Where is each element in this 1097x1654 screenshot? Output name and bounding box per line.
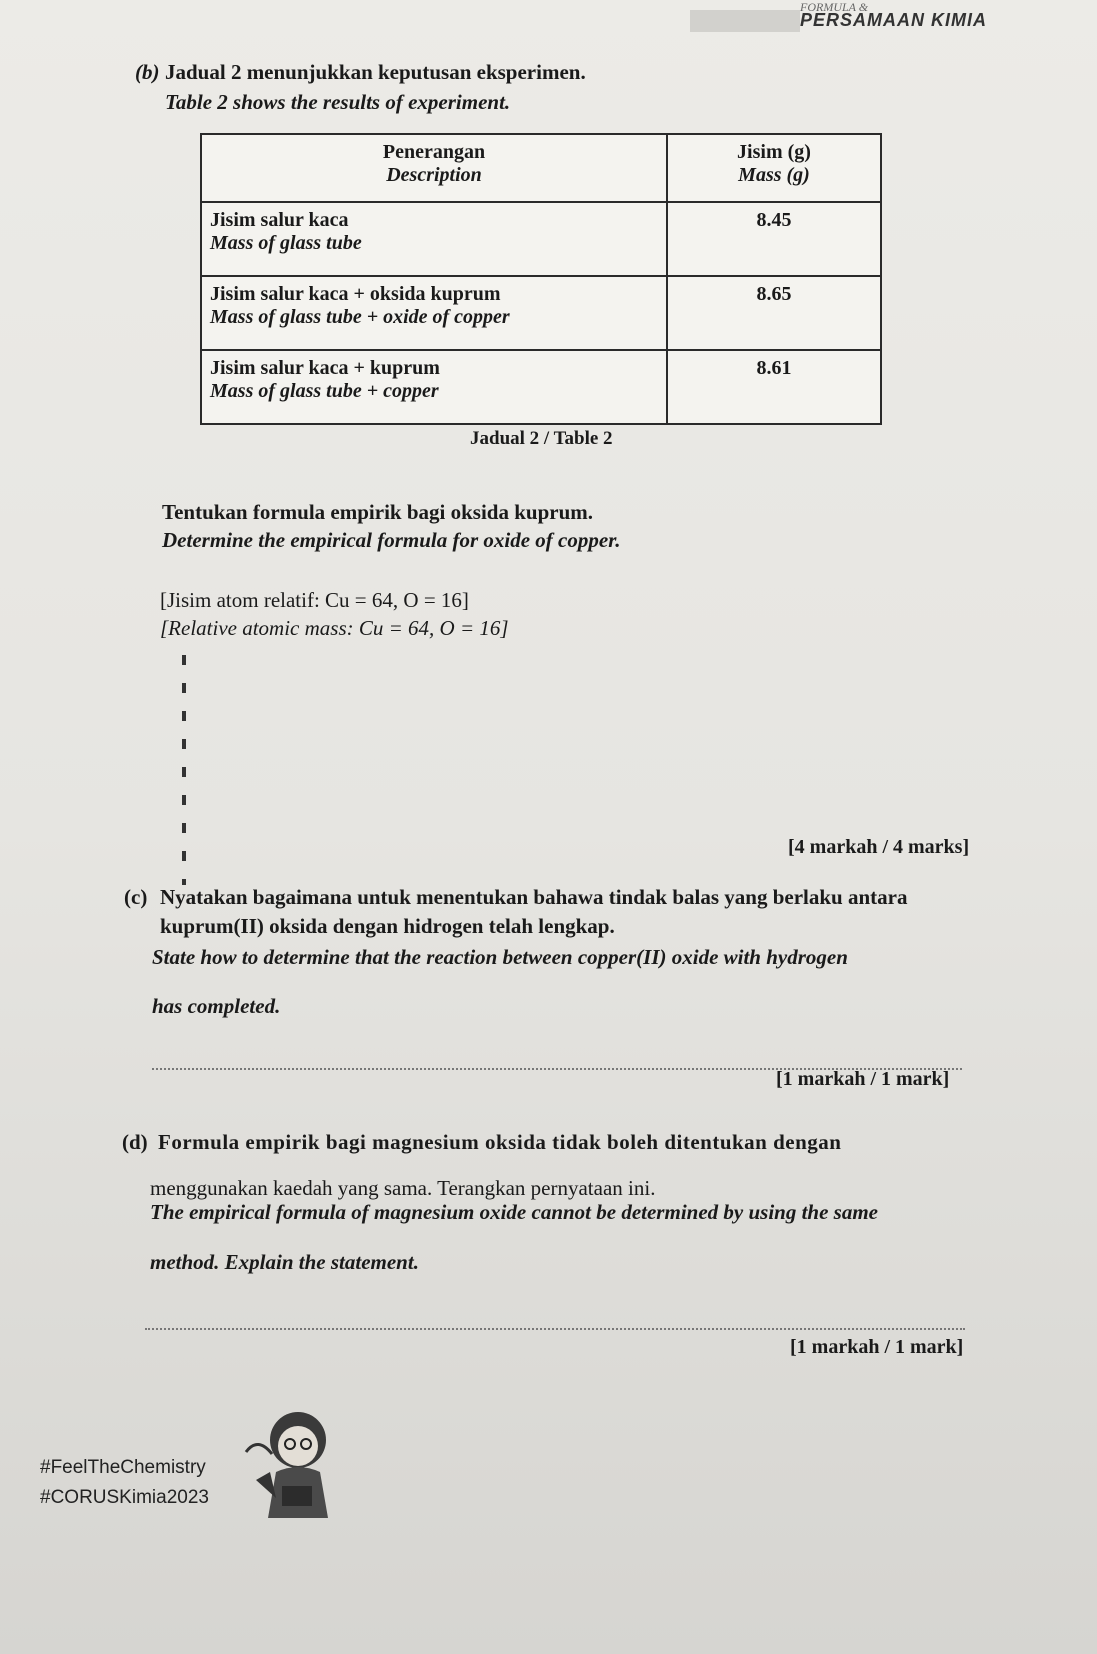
header-top-text: FORMULA & <box>800 0 869 14</box>
part-b-intro-en: Table 2 shows the results of experiment. <box>165 90 511 114</box>
row-1-en: Mass of glass tube <box>210 232 362 254</box>
results-table <box>200 133 882 425</box>
row-1-value: 8.45 <box>667 202 881 276</box>
row-3-value: 8.61 <box>667 350 881 424</box>
table-row <box>201 202 881 276</box>
header-mass <box>667 134 881 202</box>
part-d-marks: [1 markah / 1 mark] <box>790 1336 964 1358</box>
header-description-en: Description <box>386 164 482 186</box>
answer-line-d[interactable] <box>145 1328 965 1330</box>
part-c-label: (c) <box>124 885 148 909</box>
part-d-ms-line2: menggunakan kaedah yang sama. Terangkan pernyataan ini. <box>150 1176 656 1200</box>
table-row <box>201 350 881 424</box>
footer-tag-2: #CORUSKimia2023 <box>40 1487 209 1508</box>
question-b-marks: [4 markah / 4 marks] <box>788 836 970 858</box>
margin-marks <box>182 655 186 885</box>
header-mass-en: Mass (g) <box>738 164 810 186</box>
header-tag: PERSAMAAN KIMIA <box>800 10 988 30</box>
part-d-en-line1: The empirical formula of magnesium oxide cannot be determined by using the same <box>150 1200 878 1224</box>
question-b-ms: Tentukan formula empirik bagi oksida kuprum. <box>162 500 594 524</box>
mascot-illustration <box>236 1400 346 1520</box>
part-d-label: (d) <box>122 1130 148 1154</box>
row-3-en: Mass of glass tube + copper <box>210 380 439 402</box>
row-1-description <box>201 202 667 276</box>
table-header-row <box>201 134 881 202</box>
header-description <box>201 134 667 202</box>
table-row <box>201 276 881 350</box>
row-2-value: 8.65 <box>667 276 881 350</box>
part-b-label: (b) <box>135 60 160 84</box>
part-b-intro-ms: Jadual 2 menunjukkan keputusan eksperimen. <box>165 60 586 84</box>
row-2-ms: Jisim salur kaca + oksida kuprum <box>210 283 501 305</box>
part-c-marks: [1 markah / 1 mark] <box>776 1068 950 1090</box>
row-2-description <box>201 276 667 350</box>
part-c-en-line2: has completed. <box>152 994 281 1018</box>
row-3-description <box>201 350 667 424</box>
header-description-ms: Penerangan <box>382 141 486 163</box>
row-3-ms: Jisim salur kaca + kuprum <box>210 357 440 379</box>
part-c-ms-line2: kuprum(II) oksida dengan hidrogen telah lengkap. <box>160 914 615 938</box>
part-d-ms-line1: Formula empirik bagi magnesium oksida tidak boleh ditentukan dengan <box>158 1130 842 1154</box>
ram-en: [Relative atomic mass: Cu = 64, O = 16] <box>160 616 509 640</box>
header-smudge <box>690 10 800 32</box>
footer-tag-1: #FeelTheChemistry <box>40 1457 206 1478</box>
ram-ms: [Jisim atom relatif: Cu = 64, O = 16] <box>160 588 469 612</box>
table-caption: Jadual 2 / Table 2 <box>470 428 613 449</box>
part-c-ms-line1: Nyatakan bagaimana untuk menentukan bahawa tindak balas yang berlaku antara <box>160 885 908 909</box>
part-d-en-line2: method. Explain the statement. <box>150 1250 419 1274</box>
question-b-en: Determine the empirical formula for oxide of copper. <box>162 528 621 552</box>
part-c-en-line1: State how to determine that the reaction between copper(II) oxide with hydrogen <box>152 945 848 969</box>
row-2-en: Mass of glass tube + oxide of copper <box>210 306 510 328</box>
header-mass-ms: Jisim (g) <box>737 141 811 163</box>
row-1-ms: Jisim salur kaca <box>210 209 349 231</box>
